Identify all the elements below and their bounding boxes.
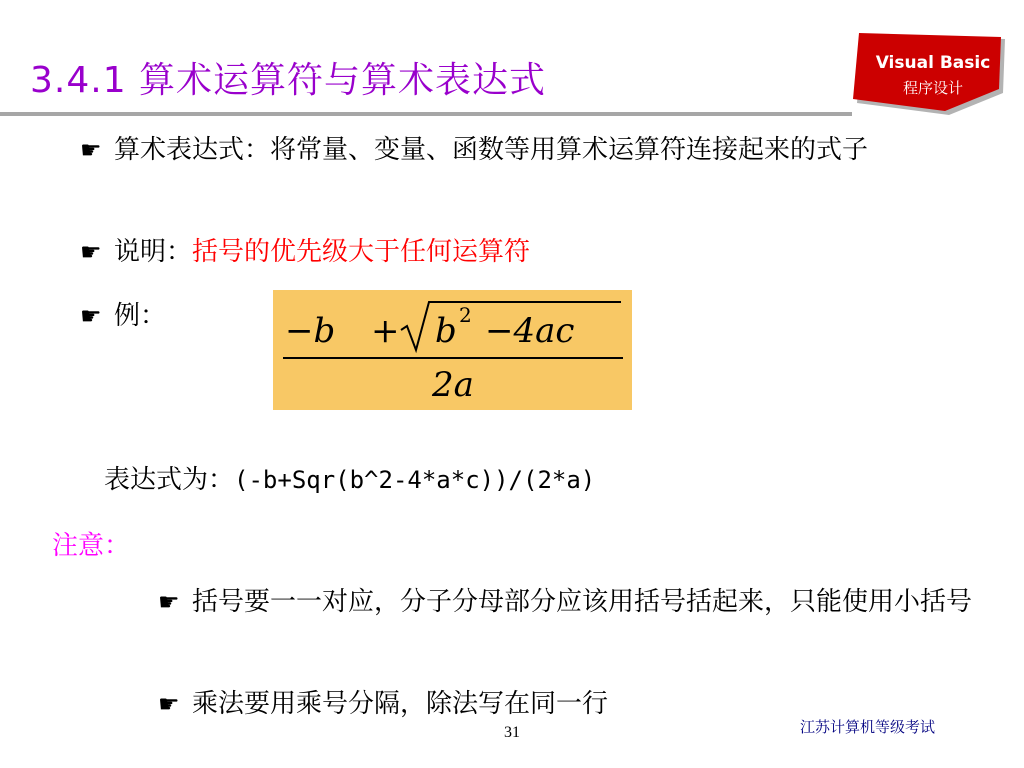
formula-plus: +: [371, 311, 400, 351]
bullet-example: [80, 296, 166, 336]
note-heading: 注意：: [52, 531, 131, 561]
bullet-label: 说明：: [114, 237, 193, 267]
visual-basic-logo: [853, 33, 1013, 117]
formula-denominator: 2a: [432, 365, 474, 405]
note-item-parentheses: [158, 582, 1014, 622]
formula-minus-4ac: −4ac: [485, 311, 575, 351]
pointing-hand-icon: ☛: [158, 690, 180, 718]
logo-line-1: Visual Basic: [875, 53, 991, 73]
formula-b: b: [435, 311, 457, 351]
note-item-text: 括号要一一对应，分子分母部分应该用括号括起来，只能使用小括号: [192, 587, 973, 617]
expression-code: (-b+Sqr(b^2-4*a*c))/(2*a): [234, 466, 596, 494]
note-item-multiplication: [158, 684, 608, 724]
bullet-label: 例：: [114, 301, 167, 331]
bullet-explanation: [80, 232, 960, 272]
formula-exponent: 2: [459, 303, 472, 327]
pointing-hand-icon: ☛: [158, 588, 180, 616]
page-number: 31: [504, 724, 520, 741]
note-item-text: 乘法要用乘号分隔，除法写在同一行: [192, 689, 609, 719]
pointing-hand-icon: ☛: [80, 238, 102, 266]
logo-line-2: 程序设计: [902, 79, 963, 97]
bullet-arithmetic-expression: [80, 130, 960, 170]
expression-label: 表达式为：: [104, 465, 235, 495]
formula-minus-b: −b: [285, 311, 336, 351]
title-underline: [0, 112, 852, 116]
slide-title: 3.4.1 算术运算符与算术表达式: [30, 60, 547, 101]
bullet-text: 算术表达式：将常量、变量、函数等用算术运算符连接起来的式子: [114, 135, 869, 165]
formula-graphic: [273, 290, 632, 410]
logo-badge-shape: [853, 33, 1013, 117]
expression-line: [104, 460, 595, 500]
footer-text: 江苏计算机等级考试: [800, 718, 936, 736]
quadratic-formula: [273, 290, 632, 410]
pointing-hand-icon: ☛: [80, 136, 102, 164]
highlight-text: 括号的优先级大于任何运算符: [192, 237, 531, 267]
pointing-hand-icon: ☛: [80, 302, 102, 330]
